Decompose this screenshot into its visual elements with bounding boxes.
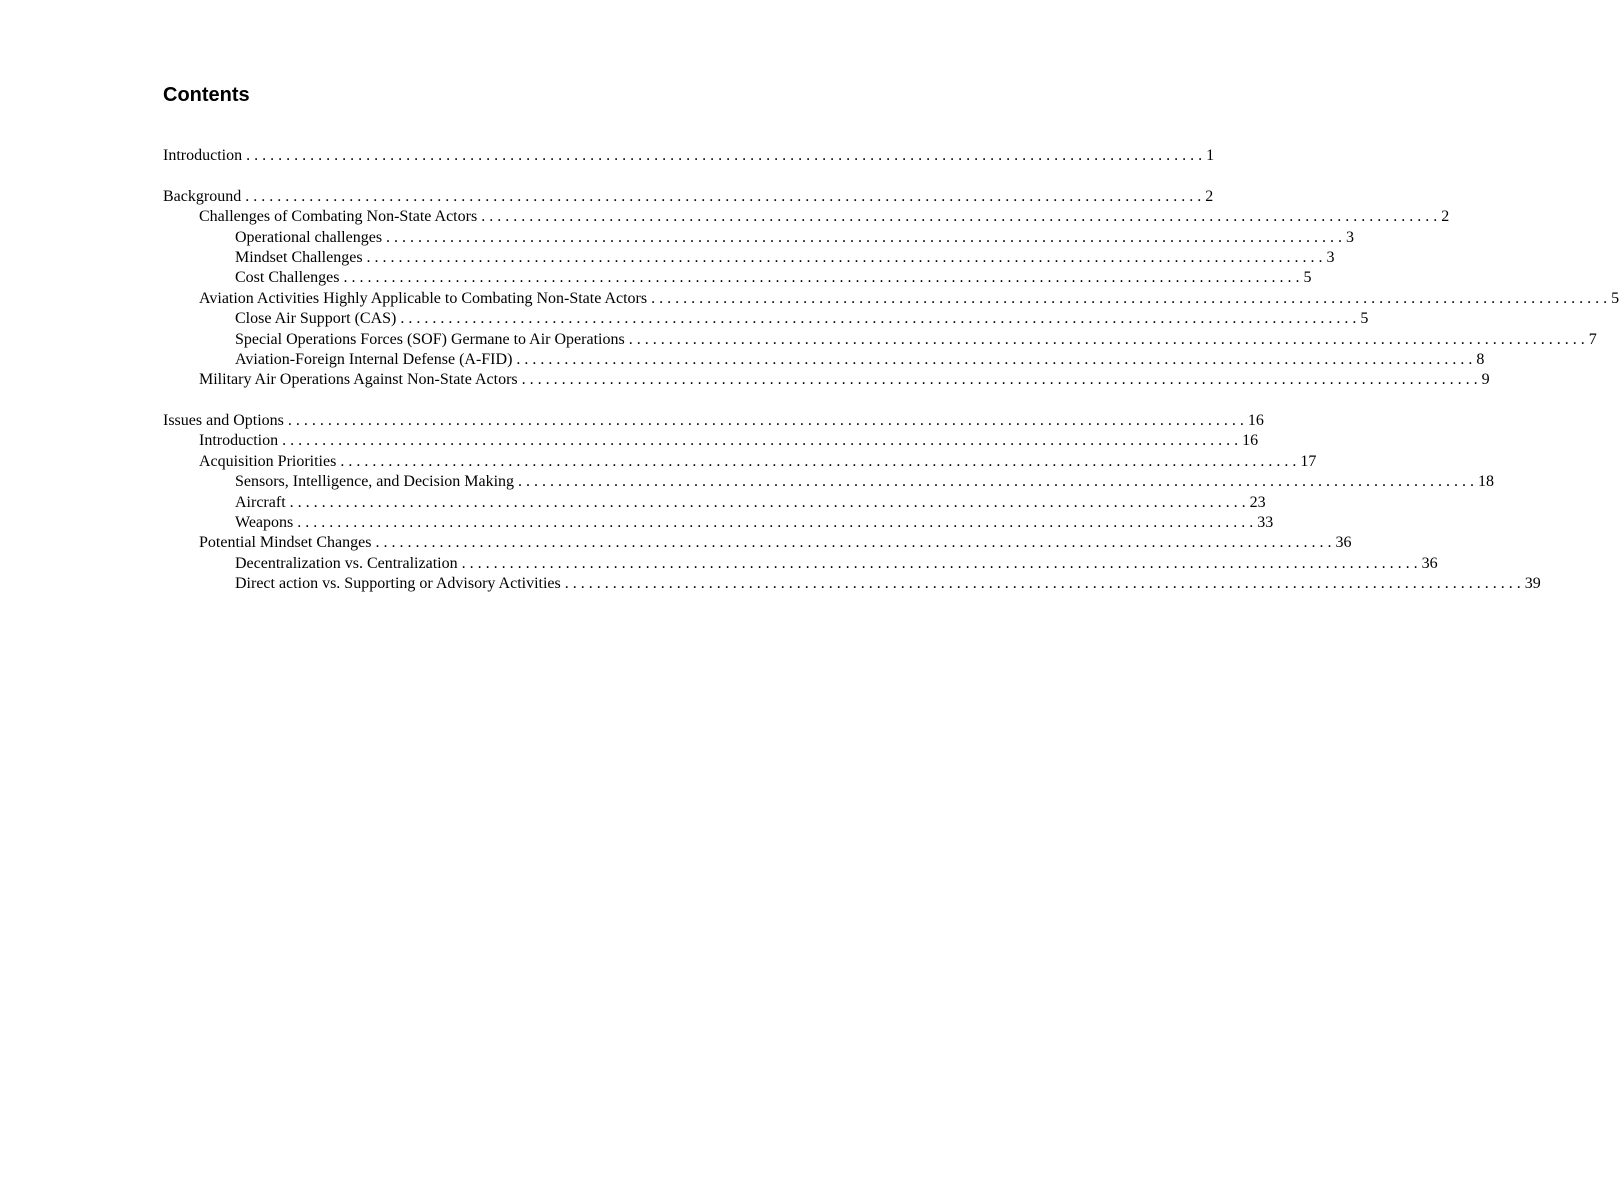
toc-entry-title: Challenges of Combating Non-State Actors (199, 208, 478, 226)
toc-dot-leader: . . . . . . . . . . . . . . . . . . . . . . . . . . . . . . . . . . . . . . . . . . . . . . . . . . . . . . . . . . . . . . . . . . . . . . . . . . . . . . . . . . . . . . . . . . . . . . . . . . . . . . . . . . . . . . . . . . . . . . . . (400, 310, 1357, 328)
toc-page-number: 2 (1205, 187, 1214, 205)
toc-dot-leader: . . . . . . . . . . . . . . . . . . . . . . . . . . . . . . . . . . . . . . . . . . . . . . . . . . . . . . . . . . . . . . . . . . . . . . . . . . . . . . . . . . . . . . . . . . . . . . . . . . . . . . . . . . . . . . . . . . . . . . . . (297, 514, 1254, 532)
toc-page-number: 36 (1335, 534, 1352, 552)
toc-section (163, 411, 1541, 595)
toc-entry[interactable] (163, 330, 1597, 350)
toc-dot-leader: . . . . . . . . . . . . . . . . . . . . . . . . . . . . . . . . . . . . . . . . . . . . . . . . . . . . . . . . . . . . . . . . . . . . . . . . . . . . . . . . . . . . . . . . . . . . . . . . . . . . . . . . . . . . . . . . . . . . . . . . (628, 330, 1585, 348)
toc-entry[interactable] (163, 431, 1259, 451)
toc-entry[interactable] (163, 452, 1317, 472)
toc-page-number: 18 (1478, 473, 1495, 491)
toc-entry[interactable] (163, 472, 1495, 492)
toc-entry[interactable] (163, 146, 1215, 166)
toc-entry-title: Operational challenges (235, 228, 383, 246)
toc-entry[interactable] (163, 411, 1264, 431)
toc-entry[interactable] (163, 493, 1266, 513)
toc-dot-leader: . . . . . . . . . . . . . . . . . . . . . . . . . . . . . . . . . . . . . . . . . . . . . . . . . . . . . . . . . . . . . . . . . . . . . . . . . . . . . . . . . . . . . . . . . . . . . . . . . . . . . . . . . . . . . . . . . . . . . . . . (564, 575, 1521, 593)
toc-page-number: 36 (1421, 554, 1438, 572)
toc-dot-leader: . . . . . . . . . . . . . . . . . . . . . . . . . . . . . . . . . . . . . . . . . . . . . . . . . . . . . . . . . . . . . . . . . . . . . . . . . . . . . . . . . . . . . . . . . . . . . . . . . . . . . . . . . . . . . . . . . . . . . . . . (386, 228, 1343, 246)
toc-page-number: 17 (1300, 452, 1317, 470)
toc-dot-leader: . . . . . . . . . . . . . . . . . . . . . . . . . . . . . . . . . . . . . . . . . . . . . . . . . . . . . . . . . . . . . . . . . . . . . . . . . . . . . . . . . . . . . . . . . . . . . . . . . . . . . . . . . . . . . . . . . . . . . . . . (340, 452, 1297, 470)
toc-dot-leader: . . . . . . . . . . . . . . . . . . . . . . . . . . . . . . . . . . . . . . . . . . . . . . . . . . . . . . . . . . . . . . . . . . . . . . . . . . . . . . . . . . . . . . . . . . . . . . . . . . . . . . . . . . . . . . . . . . . . . . . . (246, 147, 1203, 164)
toc-entry[interactable] (163, 228, 1355, 248)
toc-page-number: 5 (1360, 310, 1369, 328)
toc-page-number: 5 (1611, 289, 1619, 307)
toc-page-number: 16 (1242, 432, 1259, 450)
toc-entry-title: Aviation Activities Highly Applicable to Combating Non-State Actors (199, 289, 648, 307)
toc-dot-leader: . . . . . . . . . . . . . . . . . . . . . . . . . . . . . . . . . . . . . . . . . . . . . . . . . . . . . . . . . . . . . . . . . . . . . . . . . . . . . . . . . . . . . . . . . . . . . . . . . . . . . . . . . . . . . . . . . . . . . . . . (518, 473, 1475, 491)
toc-entry-title: Acquisition Priorities (199, 452, 337, 470)
toc-entry-title: Background (163, 187, 242, 205)
toc-entry[interactable] (163, 187, 1214, 207)
toc-entry-title: Introduction (199, 432, 279, 450)
toc-section (163, 146, 1215, 166)
toc-entry[interactable] (163, 207, 1450, 227)
toc-entry-title: Weapons (235, 514, 294, 532)
toc-dot-leader: . . . . . . . . . . . . . . . . . . . . . . . . . . . . . . . . . . . . . . . . . . . . . . . . . . . . . . . . . . . . . . . . . . . . . . . . . . . . . . . . . . . . . . . . . . . . . . . . . . . . . . . . . . . . . . . . . . . . . . . . (481, 208, 1438, 226)
toc-entry[interactable] (163, 533, 1352, 553)
toc-section (163, 187, 1619, 391)
toc-page-number: 7 (1588, 330, 1597, 348)
toc-entry-title: Sensors, Intelligence, and Decision Making (235, 473, 515, 491)
toc-entry-title: Military Air Operations Against Non-State Actors (199, 371, 518, 389)
toc-entry-title: Close Air Support (CAS) (235, 310, 397, 328)
toc-dot-leader: . . . . . . . . . . . . . . . . . . . . . . . . . . . . . . . . . . . . . . . . . . . . . . . . . . . . . . . . . . . . . . . . . . . . . . . . . . . . . . . . . . . . . . . . . . . . . . . . . . . . . . . . . . . . . . . . . . . . . . . . (375, 534, 1332, 552)
toc-entry-title: Introduction (163, 147, 243, 164)
toc-page-number: 9 (1481, 371, 1490, 389)
toc-entry-title: Aircraft (235, 493, 286, 511)
toc-dot-leader: . . . . . . . . . . . . . . . . . . . . . . . . . . . . . . . . . . . . . . . . . . . . . . . . . . . . . . . . . . . . . . . . . . . . . . . . . . . . . . . . . . . . . . . . . . . . . . . . . . . . . . . . . . . . . . . . . . . . . . . . (287, 412, 1244, 430)
toc-dot-leader: . . . . . . . . . . . . . . . . . . . . . . . . . . . . . . . . . . . . . . . . . . . . . . . . . . . . . . . . . . . . . . . . . . . . . . . . . . . . . . . . . . . . . . . . . . . . . . . . . . . . . . . . . . . . . . . . . . . . . . . . (289, 493, 1246, 511)
toc-entry-title: Special Operations Forces (SOF) Germane to Air Operations (235, 330, 625, 348)
toc-entry-title: Cost Challenges (235, 269, 340, 287)
toc-entry-title: Potential Mindset Changes (199, 534, 372, 552)
toc-entry[interactable] (163, 574, 1541, 594)
toc-entry[interactable] (163, 350, 1485, 370)
page-heading: Contents (163, 84, 250, 106)
toc-page-number: 3 (1326, 248, 1335, 266)
toc-entry[interactable] (163, 513, 1274, 533)
toc-entry[interactable] (163, 554, 1438, 574)
toc-page-number: 33 (1257, 514, 1274, 532)
table-of-contents (163, 146, 1619, 615)
toc-entry[interactable] (163, 268, 1312, 288)
toc-dot-leader: . . . . . . . . . . . . . . . . . . . . . . . . . . . . . . . . . . . . . . . . . . . . . . . . . . . . . . . . . . . . . . . . . . . . . . . . . . . . . . . . . . . . . . . . . . . . . . . . . . . . . . . . . . . . . . . . . . . . . . . . (461, 554, 1418, 572)
toc-dot-leader: . . . . . . . . . . . . . . . . . . . . . . . . . . . . . . . . . . . . . . . . . . . . . . . . . . . . . . . . . . . . . . . . . . . . . . . . . . . . . . . . . . . . . . . . . . . . . . . . . . . . . . . . . . . . . . . . . . . . . . . . (343, 269, 1300, 287)
toc-dot-leader: . . . . . . . . . . . . . . . . . . . . . . . . . . . . . . . . . . . . . . . . . . . . . . . . . . . . . . . . . . . . . . . . . . . . . . . . . . . . . . . . . . . . . . . . . . . . . . . . . . . . . . . . . . . . . . . . . . . . . . . . (245, 187, 1202, 205)
toc-page-number: 23 (1249, 493, 1266, 511)
toc-page-number: 2 (1441, 208, 1450, 226)
toc-dot-leader: . . . . . . . . . . . . . . . . . . . . . . . . . . . . . . . . . . . . . . . . . . . . . . . . . . . . . . . . . . . . . . . . . . . . . . . . . . . . . . . . . . . . . . . . . . . . . . . . . . . . . . . . . . . . . . . . . . . . . . . . (521, 371, 1478, 389)
toc-page-number: 8 (1476, 350, 1485, 368)
toc-dot-leader: . . . . . . . . . . . . . . . . . . . . . . . . . . . . . . . . . . . . . . . . . . . . . . . . . . . . . . . . . . . . . . . . . . . . . . . . . . . . . . . . . . . . . . . . . . . . . . . . . . . . . . . . . . . . . . . . . . . . . . . . (282, 432, 1239, 450)
toc-entry[interactable] (163, 309, 1369, 329)
toc-entry-title: Mindset Challenges (235, 248, 363, 266)
toc-entry[interactable] (163, 248, 1335, 268)
toc-page-number: 3 (1346, 228, 1355, 246)
toc-entry-title: Direct action vs. Supporting or Advisory Activities (235, 575, 561, 593)
toc-entry-title: Aviation-Foreign Internal Defense (A-FID) (235, 350, 513, 368)
toc-page-number: 1 (1206, 147, 1215, 164)
toc-page-number: 39 (1524, 575, 1541, 593)
toc-dot-leader: . . . . . . . . . . . . . . . . . . . . . . . . . . . . . . . . . . . . . . . . . . . . . . . . . . . . . . . . . . . . . . . . . . . . . . . . . . . . . . . . . . . . . . . . . . . . . . . . . . . . . . . . . . . . . . . . . . . . . . . . (651, 289, 1608, 307)
toc-entry-title: Issues and Options (163, 412, 284, 430)
toc-entry-title: Decentralization vs. Centralization (235, 554, 458, 572)
toc-entry[interactable] (163, 289, 1619, 309)
toc-page-number: 5 (1303, 269, 1312, 287)
toc-page-number: 16 (1247, 412, 1264, 430)
toc-dot-leader: . . . . . . . . . . . . . . . . . . . . . . . . . . . . . . . . . . . . . . . . . . . . . . . . . . . . . . . . . . . . . . . . . . . . . . . . . . . . . . . . . . . . . . . . . . . . . . . . . . . . . . . . . . . . . . . . . . . . . . . . (366, 248, 1323, 266)
toc-entry[interactable] (163, 370, 1490, 390)
toc-dot-leader: . . . . . . . . . . . . . . . . . . . . . . . . . . . . . . . . . . . . . . . . . . . . . . . . . . . . . . . . . . . . . . . . . . . . . . . . . . . . . . . . . . . . . . . . . . . . . . . . . . . . . . . . . . . . . . . . . . . . . . . . (516, 350, 1473, 368)
